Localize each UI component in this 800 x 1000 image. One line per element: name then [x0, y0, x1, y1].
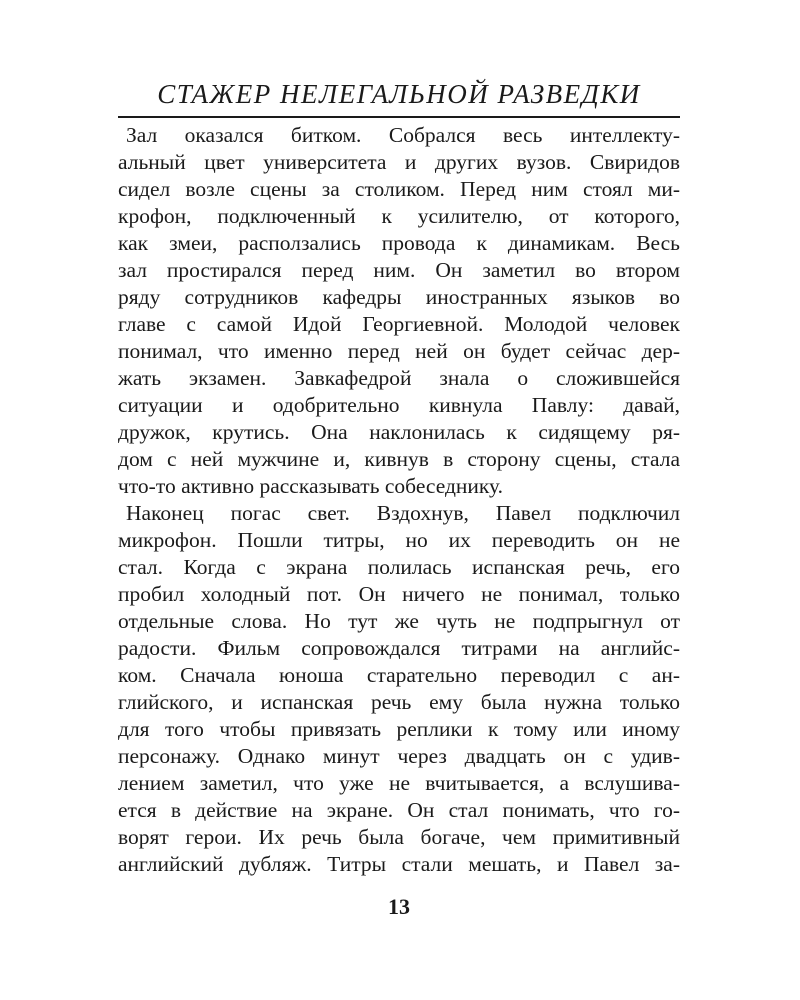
text-line: ситуации и одобрительно кивнула Павлу: давай,: [118, 393, 680, 417]
text-line: дом с ней мужчине и, кивнув в сторону сцены, стала: [118, 447, 680, 471]
running-head: СТАЖЕР НЕЛЕГАЛЬНОЙ РАЗВЕДКИ: [157, 79, 641, 109]
body-text: [118, 122, 680, 878]
text-line: как змеи, расползались провода к динамикам. Весь: [118, 231, 680, 255]
text-line: пробил холодный пот. Он ничего не понимал, только: [118, 582, 680, 606]
page-number: 13: [388, 894, 410, 919]
text-line: глийского, и испанская речь ему была нужна только: [118, 690, 680, 714]
text-line: отдельные слова. Но тут же чуть не подпрыгнул от: [118, 609, 680, 633]
text-line: жать экзамен. Завкафедрой знала о сложившейся: [118, 366, 680, 390]
text-line: крофон, подключенный к усилителю, от которого,: [118, 204, 680, 228]
text-line: Наконец погас свет. Вздохнув, Павел подключил: [126, 501, 680, 525]
text-line: персонажу. Однако минут через двадцать он с удив-: [118, 744, 680, 768]
text-line: ряду сотрудников кафедры иностранных языков во: [118, 285, 680, 309]
text-line: зал простирался перед ним. Он заметил во втором: [118, 258, 680, 282]
text-line: альный цвет университета и других вузов. Свиридов: [118, 150, 680, 174]
text-line: дружок, крутись. Она наклонилась к сидящему ря-: [118, 420, 680, 444]
text-line: понимал, что именно перед ней он будет сейчас дер-: [118, 339, 680, 363]
text-line: сидел возле сцены за столиком. Перед ним стоял ми-: [118, 177, 680, 201]
header-rule: [118, 116, 680, 118]
text-line: лением заметил, что уже не вчитывается, а вслушива-: [118, 771, 680, 795]
text-line: микрофон. Пошли титры, но их переводить он не: [118, 528, 680, 552]
text-line: Зал оказался битком. Собрался весь интеллекту-: [126, 123, 680, 147]
text-line: что-то активно рассказывать собеседнику.: [118, 474, 504, 498]
text-line: радости. Фильм сопровождался титрами на английс-: [118, 636, 680, 660]
text-line: ется в действие на экране. Он стал понимать, что го-: [118, 798, 680, 822]
text-line: стал. Когда с экрана полилась испанская речь, его: [118, 555, 680, 579]
text-line: для того чтобы привязать реплики к тому или иному: [118, 717, 680, 741]
text-line: английский дубляж. Титры стали мешать, и Павел за-: [118, 852, 680, 876]
text-line: ворят герои. Их речь была богаче, чем примитивный: [118, 825, 680, 849]
text-line: ком. Сначала юноша старательно переводил с ан-: [118, 663, 680, 687]
text-line: главе с самой Идой Георгиевной. Молодой человек: [118, 312, 680, 336]
